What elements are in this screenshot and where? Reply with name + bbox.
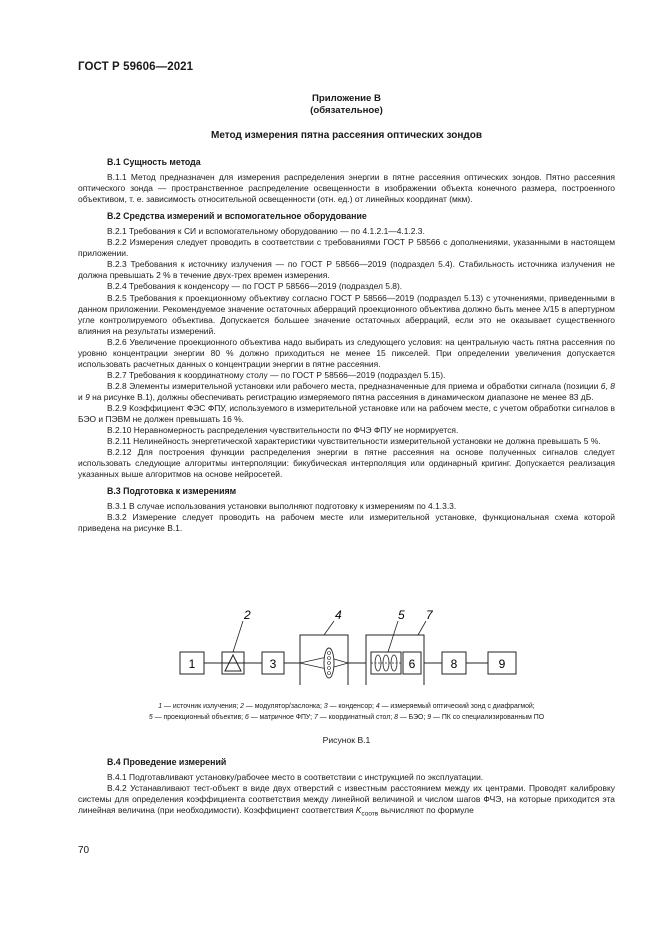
paragraph-b2-9: В.2.9 Коэффициент ФЭС ФПУ, используемого в измерительной установке или на рабочем месте, с учетом обработки сигналов в БЭО и ПЭВМ не должен превышать 16 %. bbox=[78, 402, 615, 425]
legend-num-7: 7 bbox=[314, 713, 318, 721]
legend-num-3: 3 bbox=[323, 703, 328, 710]
legend-num-9: 9 bbox=[427, 713, 432, 721]
paragraph-b4-1: В.4.1 Подготавливают установку/рабочее место в соответствии с инструкцией по эксплуатации. bbox=[107, 772, 484, 783]
paragraph-b2-8: В.2.8 Элементы измерительной установки или рабочего места, предназначенные для приема и обработки сигнала (позиции 6, 8 и 9 на рисунке В.1), должны обеспечивать регистрацию измеряемого пятна рассеяния в динамическом диапазоне не менее 83 дБ. bbox=[78, 380, 615, 402]
body-text-lower bbox=[78, 757, 615, 820]
paragraph-b2-10: В.2.10 Неравномерность распределения чувствительности по ФЧЭ ФПУ не нормируется. bbox=[107, 425, 459, 436]
legend-text-4: — измеряемый оптический зонд с диафрагмой; bbox=[379, 703, 535, 710]
legend-text-8: — БЭО; bbox=[397, 713, 428, 721]
legend-text-5: — проекционный объектив; bbox=[152, 713, 245, 721]
block-label-1: 1 bbox=[188, 657, 196, 671]
page-number: 70 bbox=[78, 845, 90, 856]
paragraph-b2-1: В.2.1 Требования к СИ и вспомогательному оборудованию — по 4.1.2.1—4.1.2.3. bbox=[107, 226, 425, 237]
legend-text-9: — ПК со специализированным ПО bbox=[431, 713, 545, 721]
figure-legend bbox=[78, 702, 615, 723]
section-b4-title: В.4 Проведение измерений bbox=[107, 757, 227, 767]
figure-caption: Рисунок В.1 bbox=[322, 735, 371, 745]
block-label-3: 3 bbox=[269, 657, 277, 671]
paragraph-b2-3: В.2.3 Требования к источнику излучения — по ГОСТ Р 58566—2019 (подраздел 5.4). Стабильность источника излучения не должна превышать 2 % в течение двух-трех времен измерения. bbox=[78, 259, 615, 281]
callout-4: 4 bbox=[335, 608, 342, 622]
probe-lens bbox=[324, 648, 334, 678]
paragraph-b2-2: В.2.2 Измерения следует проводить в соответствии с требованиями ГОСТ Р 58566 с дополнениями, указанными в настоящем приложении. bbox=[78, 237, 615, 259]
paragraph-b3-2: В.3.2 Измерение следует проводить на рабочем месте или измерительной установке, функциональная схема которой приведена на рисунке В.1. bbox=[78, 512, 615, 534]
section-b3-title: В.3 Подготовка к измерениям bbox=[107, 486, 237, 497]
legend-num-2: 2 bbox=[240, 703, 244, 710]
callout-7: 7 bbox=[426, 608, 433, 622]
appendix-title: Приложение В bbox=[312, 93, 381, 104]
section-b1-title: В.1 Сущность метода bbox=[107, 157, 201, 167]
paragraph-b3-1: В.3.1 В случае использования установки выполняют подготовку к измерениям по 4.1.3.3. bbox=[107, 501, 457, 512]
legend-num-5: 5 bbox=[148, 713, 153, 721]
paragraph-b2-7: В.2.7 Требования к координатному столу — по ГОСТ Р 58566—2019 (подраздел 5.15). bbox=[107, 369, 446, 380]
leader-4 bbox=[324, 621, 334, 635]
paragraph-b2-5: В.2.5 Требования к проекционному объективу согласно ГОСТ Р 58566—2019 (подраздел 5.13) с уточнениями, приведенными в данном приложении. Рекомендуемое значение остаточных аберраций проекционного объектива должно быть менее λ/15 в апертурном угле контролируемого объектива. Допускается большее значение остаточных аберраций, если это не оказывает существенного влияния на результаты измерений. bbox=[78, 292, 615, 336]
paragraph-b2-6: В.2.6 Увеличение проекционного объектива надо выбирать из следующего условия: на центральную часть пятна рассеяния по уровню концентрации энергии 80 % должно приходиться не менее 15 пикселей. При определении увеличения допускается использовать расчетных данных о концентрации энергии в пятне рассеяния. bbox=[78, 336, 615, 369]
legend-num-8: 8 bbox=[394, 713, 398, 721]
paragraph-b2-4: В.2.4 Требования к конденсору — по ГОСТ Р 58566—2019 (подраздел 5.8). bbox=[107, 281, 403, 292]
appendix-status: (обязательное) bbox=[310, 105, 383, 116]
standard-number: ГОСТ Р 59606—2021 bbox=[78, 61, 194, 73]
legend-text-7: — координатный стол; bbox=[317, 713, 395, 721]
functional-diagram bbox=[178, 605, 518, 685]
leader-7 bbox=[418, 621, 426, 635]
legend-num-4: 4 bbox=[375, 703, 380, 710]
callout-5: 5 bbox=[398, 608, 405, 622]
legend-num-6: 6 bbox=[244, 713, 249, 721]
paragraph-b4-2: В.4.2 Устанавливают тест-объект в виде двух отверстий с известным расстоянием между их центрами. Проводят калибровку системы для определения коэффициента соответствия между линейной величиной и числом шагов ФЧЭ, на которые приходится эта линейная величина (при необходимости). Коэффициент соответствия $K_{соотв}$ вычисляют по формуле bbox=[78, 783, 615, 818]
paragraph-b2-12: В.2.12 Для построения функции распределения энергии в пятне рассеяния на основе полученных сигналов следует использовать следующие алгоритмы интерполяции: бикубическая интерполяция или ординарный кригинг. Допускается реализация указанных выше алгоритмов на основе нейросетей. bbox=[78, 447, 615, 480]
paragraph-b1-1: В.1.1 Метод предназначен для измерения распределения энергии в пятне рассеяния оптических зондов. Пятно рассеяния оптического зонда — пространственное распределение освещенности в изображении объекта конечного размера, построенного объективом, т. е. зависимость относительной освещенности (отн. ед.) от линейных координат (мкм). bbox=[78, 172, 615, 205]
appendix-heading: Метод измерения пятна рассеяния оптических зондов bbox=[210, 130, 483, 141]
block-label-6: 6 bbox=[408, 657, 416, 671]
body-text-upper bbox=[78, 157, 615, 535]
legend-text-3: — конденсор; bbox=[327, 703, 376, 710]
leader-2 bbox=[233, 621, 243, 652]
legend-text-6: — матричное ФПУ; bbox=[248, 713, 314, 721]
legend-num-1: 1 bbox=[158, 703, 163, 710]
block-label-9: 9 bbox=[498, 657, 506, 671]
block-label-8: 8 bbox=[450, 657, 458, 671]
legend-text-1: — источник излучения; bbox=[162, 703, 241, 710]
callout-2: 2 bbox=[244, 608, 251, 622]
paragraph-b2-11: В.2.11 Нелинейность энергетической характеристики чувствительности измерительной установки не должна превышать 5 %. bbox=[107, 436, 601, 447]
legend-text-2: — модулятор/заслонка; bbox=[243, 703, 324, 710]
section-b2-title: В.2 Средства измерений и вспомогательное оборудование bbox=[107, 211, 367, 222]
